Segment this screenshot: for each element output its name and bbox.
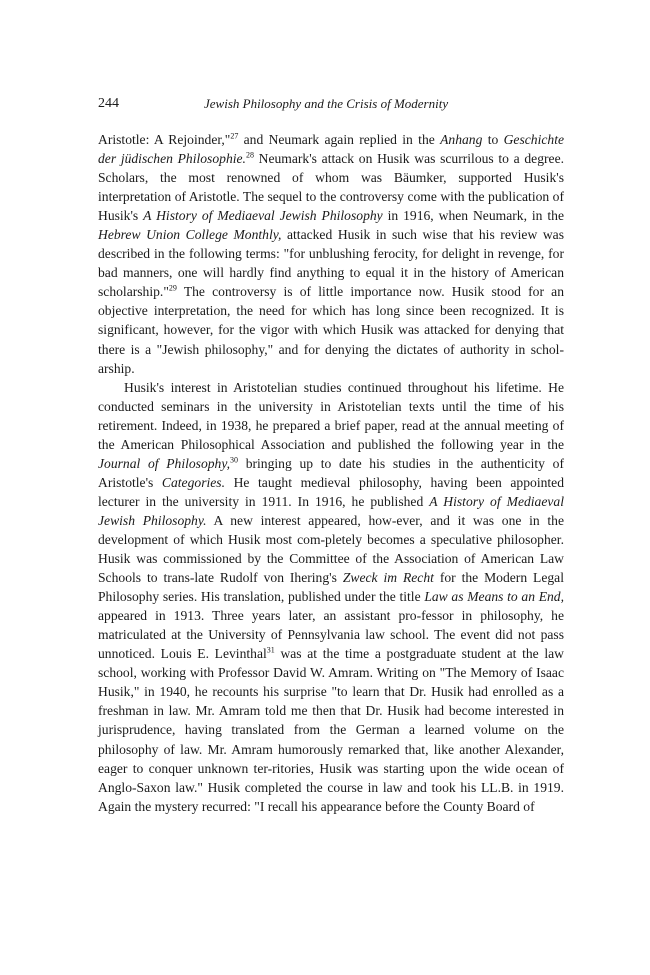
italic-title: Geschichte der jüdischen Philosophie. bbox=[98, 132, 564, 167]
italic-title: A History of Mediaeval Jewish Philosophy. bbox=[98, 493, 564, 528]
paragraph-2 bbox=[98, 378, 564, 816]
italic-title: Categories. bbox=[161, 474, 225, 490]
text-segment: The controversy is of little importance now. Husik stood for an objective interpretation, the need for which has long since been recognized. It is significant, however, for the vigor with which Husik was attacked for denying that there is a "Jewish philosophy," and for denying the dictates of authority in schol-arship. bbox=[98, 284, 564, 376]
text-segment: A new interest appeared, how-ever, and it was one in the development of which Husik most com-pletely becomes a speculative philosopher. Husik was commissioned by the Committee of the Association of American Law Schools to trans-late Rudolf von Ihering's bbox=[98, 512, 564, 586]
text-segment: was at the time a postgraduate student at the law school, working with Professor David W. Amram. Writing on "The Memory of Isaac Husik," in 1940, he recounts his surprise "to learn that Dr. Husik had enrolled as a freshman in law. Mr. Amram told me then that Dr. Husik had become interested in jurisprudence, having translated from the German a learned volume on the philosophy of law. Mr. Amram humorously remarked that, like another Alexander, eager to conquer unknown ter-ritories, Husik was starting upon the wide ocean of Anglo-Saxon law." Husik completed the course in law and took his LL.B. in 1919. Again the mystery recurred: "I recall his appearance before the County Board of bbox=[98, 646, 564, 814]
footnote-ref: 30 bbox=[230, 455, 239, 465]
italic-title: Anhang bbox=[440, 132, 483, 147]
text-segment: Husik's interest in Aristotelian studies continued throughout his lifetime. He conducted seminars in the university in Aristotelian texts until the time of his retirement. Indeed, in 1938, he prepared a brief paper, read at the annual meeting of the American Philosophical Association and published the following year in the bbox=[98, 379, 564, 452]
text-segment: in 1916, when Neumark, in the bbox=[382, 208, 564, 224]
text-segment: appeared in 1913. Three years later, an assistant pro-fessor in philosophy, he matriculated at the University of Pennsylvania law school. The event did not pass unnoticed. Louis E. Levinthal bbox=[98, 608, 564, 662]
italic-title: A History of Mediaeval Jewish Philosophy bbox=[143, 208, 383, 224]
page-number: 244 bbox=[98, 96, 119, 111]
italic-title: Hebrew Union College Monthly, bbox=[98, 227, 282, 243]
text-segment: Neumark's attack on Husik was scurrilous to a degree. Scholars, the most renowned of whom was Bäumker, supported Husik's interpretation of Aristotle. The sequel to the controversy come with the publication of Husik's bbox=[98, 151, 565, 224]
text-segment: bringing up to date his studies in the authenticity of Aristotle's bbox=[98, 455, 564, 490]
text-segment: He taught medieval philosophy, having been appointed lecturer in the university in 1911. In 1916, he published bbox=[98, 474, 565, 509]
body-text bbox=[98, 130, 564, 816]
italic-title: Zweck im Recht bbox=[342, 570, 434, 586]
text-segment: for the Modern Legal Philosophy series. His translation, published under the title bbox=[98, 570, 564, 605]
footnote-ref: 27 bbox=[230, 131, 239, 141]
footnote-ref: 31 bbox=[266, 645, 275, 655]
footnote-ref: 28 bbox=[245, 150, 254, 160]
text-segment: and Neumark again replied in the bbox=[238, 132, 441, 147]
text-segment: to bbox=[482, 132, 504, 147]
italic-title: Law as Means to an End, bbox=[424, 589, 564, 605]
italic-title: Journal of Philosophy, bbox=[98, 455, 231, 471]
paragraph-1 bbox=[98, 130, 564, 378]
text-segment: attacked Husik in such wise that his review was described in the following terms: "for unblushing ferocity, for delight in revenge, for bad manners, one will hardly find anything to equal it in the history of American scholarship." bbox=[98, 227, 564, 300]
running-title: Jewish Philosophy and the Crisis of Modernity bbox=[204, 96, 449, 111]
running-head bbox=[98, 94, 566, 114]
text-segment: Aristotle: A Rejoinder," bbox=[98, 132, 231, 147]
footnote-ref: 29 bbox=[168, 283, 177, 293]
